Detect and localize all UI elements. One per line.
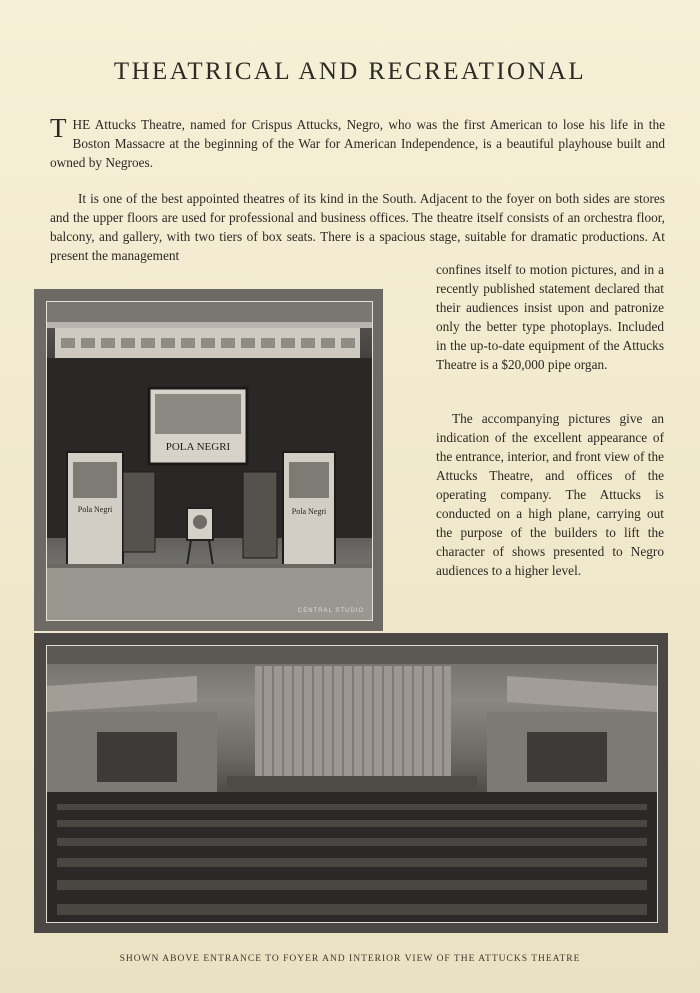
interior-scene [47,646,657,922]
intro-paragraph-text: HE Attucks Theatre, named for Crispus Attucks, Negro, who was the first American to lose his life in the Boston Massacre at the beginning of the War for American Independence, is a beautiful playhouse built and owned by Negroes. [50,117,665,170]
right-poster-label: Pola Negri [291,507,327,516]
interior-photo [34,633,668,933]
center-poster-label: POLA NEGRI [165,441,231,453]
interior-photo-image [46,645,658,923]
left-poster-label: Pola Negri [77,505,113,514]
photo-caption: SHOWN ABOVE ENTRANCE TO FOYER AND INTERIOR VIEW OF THE ATTUCKS THEATRE [119,954,581,964]
description-paragraph-continued: confines itself to motion pictures, and in a recently published statement declared that their audiences insist upon and patronize only the better type photoplays. Included in the up-to-date equipment of the Attucks Theatre is a $20,000 pipe organ. [436,262,664,372]
description-paragraph: It is one of the best appointed theatres of its kind in the South. Adjacent to the foyer on both sides are stores and the upper floors are used for professional and business offices. The theatre itself consists of an orchestra floor, balcony, and gallery, with two tiers of box seats. There is a spacious stage, suitable for dramatic productions. At present the management [50,191,665,263]
entrance-photo-image [46,301,373,621]
entrance-photo [34,289,383,631]
entrance-scene [47,302,372,620]
drop-cap: T [50,113,67,143]
page-title: THEATRICAL AND RECREATIONAL [113,58,587,85]
intro-paragraph [50,115,665,172]
photo-credit: CENTRAL STUDIO [297,608,364,614]
pictures-paragraph: The accompanying pictures give an indication of the excellent appearance of the entrance, interior, and front view of the Attucks Theatre, and offices of the operating company. The Attucks is conducted on a high plane, carrying out the purpose of the builders to lift the character of shows presented to Negro audiences to a higher level. [436,411,665,578]
